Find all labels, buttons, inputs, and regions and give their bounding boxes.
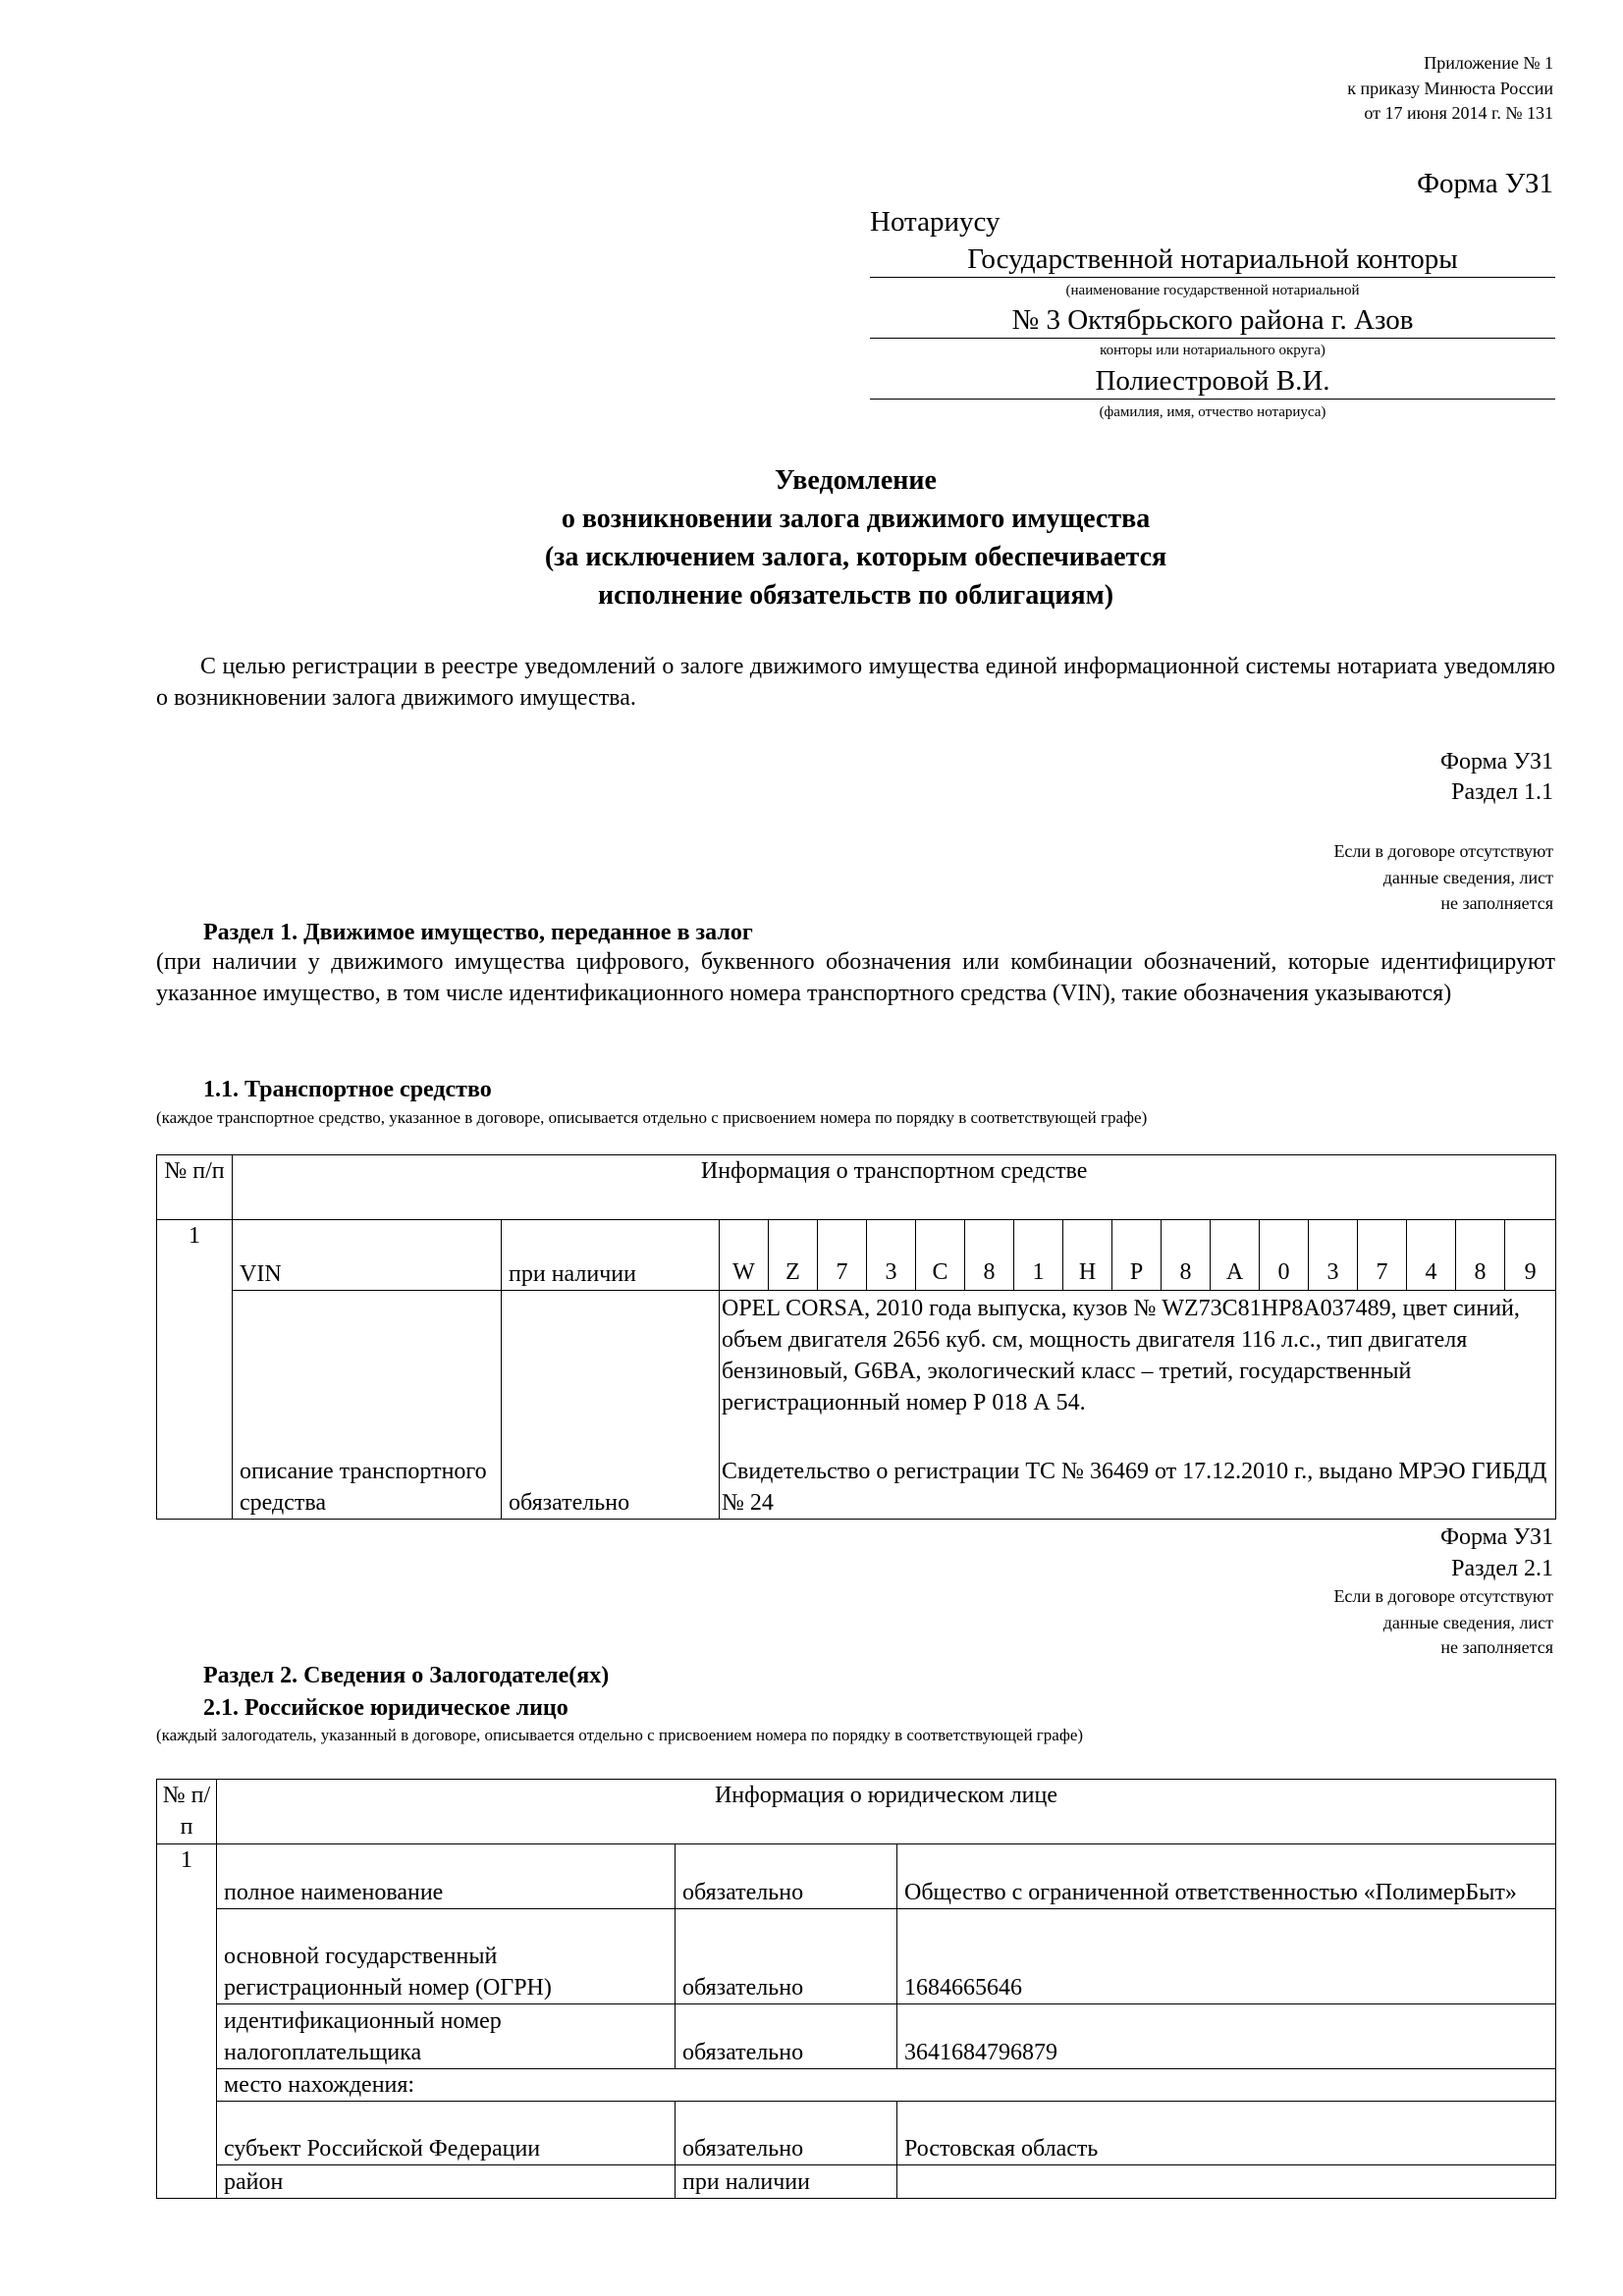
table-row: [157, 1220, 1556, 1291]
document-title-1: Уведомление: [775, 465, 937, 496]
document-title-3: (за исключением залога, которым обеспечивается: [544, 542, 1167, 572]
notary-office-line-1: Государственной нотариальной конторы: [870, 241, 1555, 278]
vehicle-caption: (каждое транспортное средство, указанное в договоре, описывается отдельно с присвоением номера по порядку в соответствующей графе): [156, 1108, 1148, 1127]
vin-label: VIN: [233, 1220, 502, 1291]
appendix-line-2: к приказу Минюста России: [1347, 79, 1553, 98]
section2-heading: Раздел 2. Сведения о Залогодателе(ях): [203, 1663, 610, 1688]
notary-office-caption-2: конторы или нотариального округа): [1100, 343, 1325, 358]
row-value: [897, 2165, 1556, 2199]
row-label: основной государственный регистрационный номер (ОГРН): [217, 1909, 676, 2004]
table-row: [157, 1291, 1556, 1520]
vin-char: 4: [1407, 1220, 1456, 1291]
vin-char: A: [1211, 1220, 1260, 1291]
vin-char: H: [1063, 1220, 1112, 1291]
vehicle-info-header: Информация о транспортном средстве: [233, 1155, 1556, 1220]
description-label: описание транспортного средства: [233, 1291, 502, 1520]
appendix-line-1: Приложение № 1: [1424, 53, 1553, 73]
row-value: Ростовская область: [897, 2102, 1556, 2165]
section1-form-label: Форма УЗ1: [1440, 749, 1553, 774]
vehicle-row-number: 1: [157, 1220, 233, 1520]
section2-note-2: данные сведения, лист: [1382, 1613, 1553, 1632]
intro-paragraph: С целью регистрации в реестре уведомлений о залоге движимого имущества единой информационной системы нотариата уведомляю о возникновении залога движимого имущества.: [156, 654, 1555, 711]
vin-char: 7: [818, 1220, 867, 1291]
section1-note-3: не заполняется: [1440, 893, 1553, 913]
section1-note-1: Если в договоре отсутствуют: [1333, 841, 1553, 861]
vin-char: 8: [965, 1220, 1014, 1291]
table-row: [157, 2165, 1556, 2199]
row-requirement: при наличии: [676, 2165, 897, 2199]
notary-office-line-2: № 3 Октябрьского района г. Азов: [870, 302, 1555, 339]
section2-part-label: Раздел 2.1: [1451, 1556, 1553, 1581]
row-requirement: обязательно: [676, 2004, 897, 2069]
vin-requirement: при наличии: [502, 1220, 720, 1291]
notary-name: Полиестровой В.И.: [870, 363, 1555, 400]
row-value: 1684665646: [897, 1909, 1556, 2004]
registration-certificate: Свидетельство о регистрации ТС № 36469 от 17.12.2010 г., выдано МРЭО ГИБДД № 24: [722, 1459, 1547, 1516]
section2-note-3: не заполняется: [1440, 1637, 1553, 1657]
section1-part-label: Раздел 1.1: [1451, 779, 1553, 805]
description-requirement: обязательно: [502, 1291, 720, 1520]
row-requirement: обязательно: [676, 1844, 897, 1909]
section2-note-1: Если в договоре отсутствуют: [1333, 1586, 1553, 1606]
addressee-label: Нотариусу: [870, 206, 1001, 238]
row-label: субъект Российской Федерации: [217, 2102, 676, 2165]
section1-description: (при наличии у движимого имущества цифрового, буквенного обозначения или комбинации обозначений, которые идентифицируют указанное имущество, в том числе идентификационного номера транспортного средства (VIN), такие обозначения указываются): [156, 949, 1555, 1006]
section1-note-2: данные сведения, лист: [1382, 868, 1553, 887]
row-label: полное наименование: [217, 1844, 676, 1909]
table-row: [157, 1909, 1556, 2004]
legal-num-header: № п/п: [157, 1780, 217, 1844]
row-label: район: [217, 2165, 676, 2199]
legal-entity-caption: (каждый залогодатель, указанный в договоре, описывается отдельно с присвоением номера по порядку в соответствующей графе): [156, 1726, 1084, 1744]
row-value: Общество с ограниченной ответственностью «ПолимерБыт»: [897, 1844, 1556, 1909]
legal-entity-table: [156, 1779, 1556, 2199]
description-value: [720, 1291, 1556, 1520]
legal-row-number: 1: [157, 1844, 217, 2199]
notary-office-caption-1: (наименование государственной нотариальной: [1065, 283, 1360, 298]
vehicle-table: [156, 1154, 1556, 1520]
row-label: идентификационный номер налогоплательщика: [217, 2004, 676, 2069]
appendix-line-3: от 17 июня 2014 г. № 131: [1364, 103, 1553, 123]
vehicle-heading: 1.1. Транспортное средство: [203, 1077, 492, 1102]
table-row: [157, 2004, 1556, 2069]
table-row: [157, 2069, 1556, 2102]
row-requirement: обязательно: [676, 2102, 897, 2165]
vehicle-num-header: № п/п: [157, 1155, 233, 1220]
vin-char: 1: [1014, 1220, 1063, 1291]
document-title-2: о возникновении залога движимого имущества: [561, 504, 1151, 534]
row-label: место нахождения:: [217, 2069, 1556, 2102]
table-row: [157, 1844, 1556, 1909]
form-label: Форма УЗ1: [1417, 168, 1553, 199]
document-title-4: исполнение обязательств по облигациям): [597, 580, 1114, 611]
vin-char: 3: [867, 1220, 916, 1291]
vin-char: 8: [1162, 1220, 1211, 1291]
legal-entity-heading: 2.1. Российское юридическое лицо: [203, 1695, 568, 1721]
row-value: 3641684796879: [897, 2004, 1556, 2069]
vin-char: 7: [1358, 1220, 1407, 1291]
vin-char: 3: [1309, 1220, 1358, 1291]
vehicle-description: OPEL CORSA, 2010 года выпуска, кузов № WZ73C81HP8A037489, цвет синий, объем двигателя 2656 куб. см, мощность двигателя 116 л.с., тип двигателя бензиновый, G6BA, экологический класс – третий, государственный регистрационный номер Р 018 А 54.: [722, 1296, 1520, 1415]
vin-char: 0: [1260, 1220, 1309, 1291]
legal-info-header: Информация о юридическом лице: [217, 1780, 1556, 1844]
vin-char: C: [916, 1220, 965, 1291]
vin-char: 9: [1505, 1220, 1556, 1291]
notary-name-caption: (фамилия, имя, отчество нотариуса): [1099, 404, 1326, 420]
vin-char: P: [1112, 1220, 1162, 1291]
section1-heading: Раздел 1. Движимое имущество, переданное в залог: [203, 920, 753, 945]
vin-char: W: [720, 1220, 769, 1291]
table-row: [157, 2102, 1556, 2165]
vin-char: 8: [1456, 1220, 1505, 1291]
vin-char: Z: [769, 1220, 818, 1291]
row-requirement: обязательно: [676, 1909, 897, 2004]
section2-form-label: Форма УЗ1: [1440, 1524, 1553, 1550]
